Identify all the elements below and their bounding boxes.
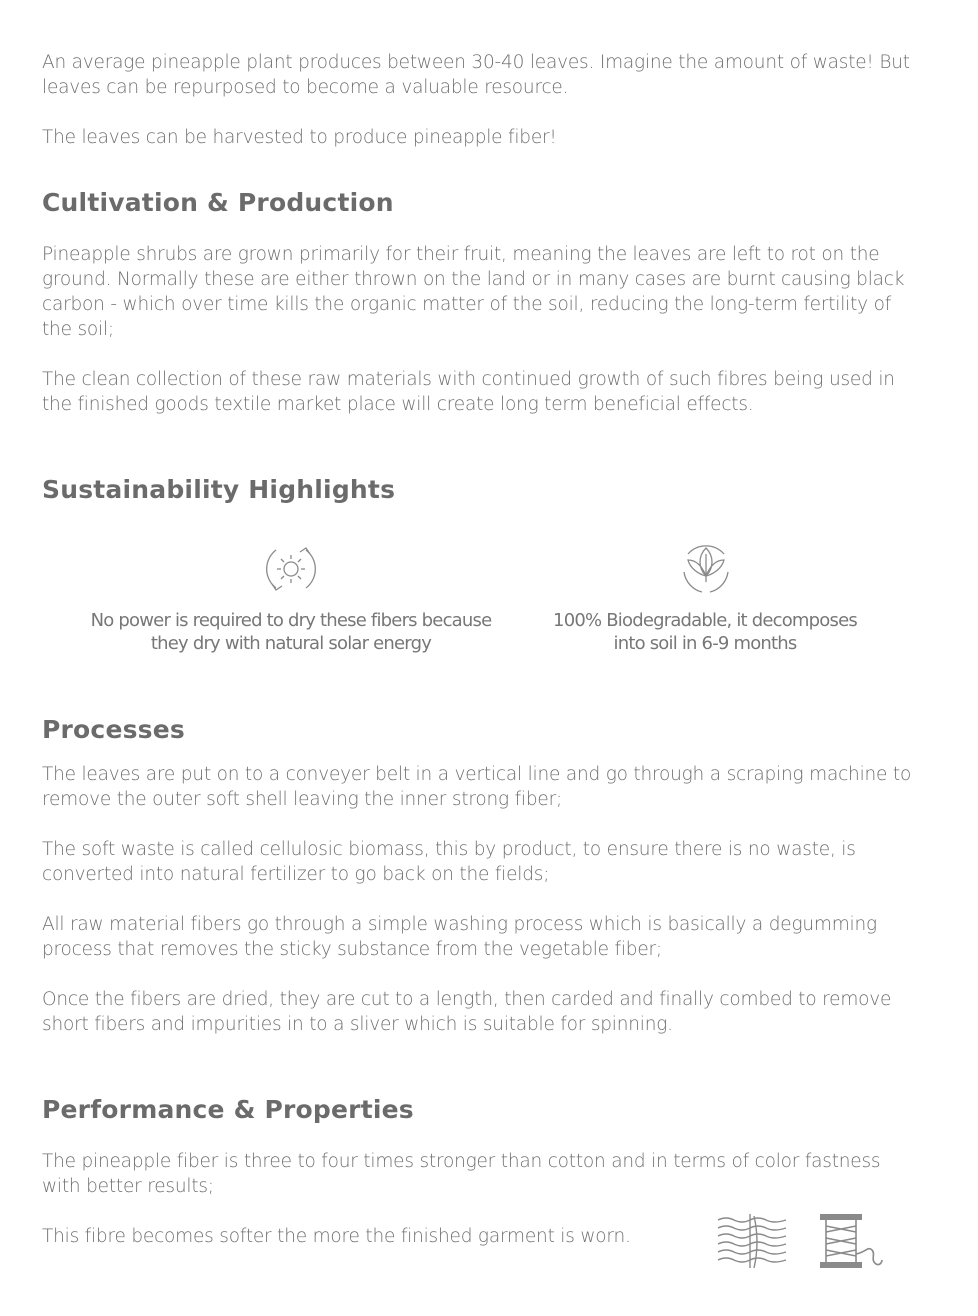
biodegradable-leaf-icon — [676, 538, 736, 598]
performance-paragraph-2: This fibre becomes softer the more the finished garment is worn. — [42, 1226, 631, 1247]
biodegradable-caption-line-2: into soil in 6-9 months — [613, 633, 797, 654]
sustainability-heading: Sustainability Highlights — [42, 475, 396, 504]
fiber-strands-icon — [716, 1212, 788, 1270]
cultivation-paragraph-2: The clean collection of these raw materials with continued growth of such fibres being used in the finished goods textile market place will create long term beneficial effects. — [42, 369, 895, 415]
solar-caption-line-1: No power is required to dry these fibers because — [90, 610, 492, 631]
intro-paragraph-1: An average pineapple plant produces between 30-40 leaves. Imagine the amount of waste! But leaves can be repurposed to become a valuable resource. — [42, 52, 910, 98]
biodegradable-caption-line-1: 100% Biodegradable, it decomposes — [553, 610, 857, 631]
solar-caption — [80, 609, 502, 655]
cultivation-heading: Cultivation & Production — [42, 188, 394, 217]
thread-spool-icon — [818, 1212, 884, 1270]
processes-paragraph-1: The leaves are put on to a conveyer belt in a vertical line and go through a scraping machine to remove the outer soft shell leaving the inner strong fiber; — [42, 764, 912, 810]
processes-paragraph-2: The soft waste is called cellulosic biomass, this by product, to ensure there is no waste, is converted into natural fertilizer to go back on the fields; — [42, 839, 856, 885]
performance-paragraph-1: The pineapple fiber is three to four times stronger than cotton and in terms of color fastness with better results; — [42, 1151, 881, 1197]
processes-paragraph-4: Once the fibers are dried, they are cut to a length, then carded and finally combed to remove short fibers and impurities in to a sliver which is suitable for spinning. — [42, 989, 892, 1035]
performance-heading: Performance & Properties — [42, 1095, 414, 1124]
processes-heading: Processes — [42, 715, 185, 744]
solar-cycle-icon — [262, 540, 320, 598]
cultivation-paragraph-1: Pineapple shrubs are grown primarily for their fruit, meaning the leaves are left to rot on the ground. Normally these are either thrown on the land or in many cases are burnt causing black carbon - which over time kills the organic matter of the soil, reducing the long-term fertility of the soil; — [42, 244, 905, 340]
biodegradable-caption — [530, 609, 880, 655]
solar-caption-line-2: they dry with natural solar energy — [150, 633, 432, 654]
intro-paragraph-2: The leaves can be harvested to produce pineapple fiber! — [42, 127, 557, 148]
processes-paragraph-3: All raw material fibers go through a simple washing process which is basically a degumming process that removes the sticky substance from the vegetable fiber; — [42, 914, 877, 960]
